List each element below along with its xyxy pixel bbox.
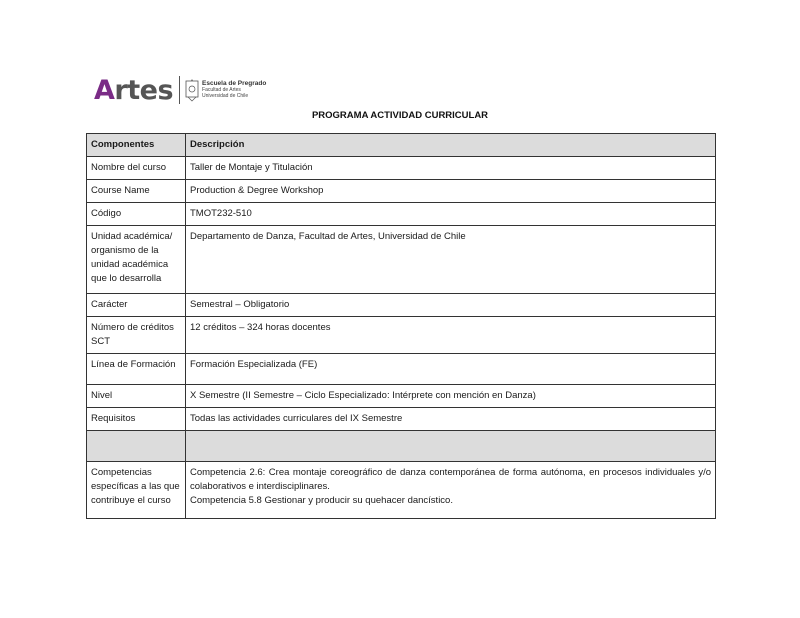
row-value: Formación Especializada (FE) (186, 354, 716, 385)
university-seal-icon (185, 78, 199, 102)
table-row (87, 157, 716, 180)
row-label: Nivel (87, 385, 186, 408)
logo-wordmark: Artes (94, 74, 174, 106)
spacer-cell (186, 431, 716, 462)
table-row (87, 294, 716, 317)
row-value: Semestral – Obligatorio (186, 294, 716, 317)
table-row (87, 408, 716, 431)
row-label: Carácter (87, 294, 186, 317)
row-value: Taller de Montaje y Titulación (186, 157, 716, 180)
competencia-2-6: Competencia 2.6: Crea montaje coreográfico de danza contemporánea de forma autónoma, en procesos individuales y/o colaborativos e interdisciplinares. (190, 467, 711, 492)
row-label: Nombre del curso (87, 157, 186, 180)
table-header-row (87, 134, 716, 157)
artes-logo (94, 73, 266, 107)
logo-line-3: Universidad de Chile (202, 93, 249, 100)
spacer-cell (87, 431, 186, 462)
row-value: Todas las actividades curriculares del IX Semestre (186, 408, 716, 431)
competencias-label: Competencias específicas a las que contribuye el curso (87, 462, 186, 519)
competencias-value (186, 462, 716, 519)
row-label: Unidad académica/ organismo de la unidad académica que lo desarrolla (87, 226, 186, 294)
table-spacer-row (87, 431, 716, 462)
row-value: TMOT232-510 (186, 203, 716, 226)
header-descripcion: Descripción (186, 134, 716, 157)
row-label: Número de créditos SCT (87, 317, 186, 354)
table-row (87, 354, 716, 385)
logo-line-1: Escuela de Pregrado (202, 79, 267, 87)
table-row (87, 317, 716, 354)
row-value: Production & Degree Workshop (186, 180, 716, 203)
row-label: Requisitos (87, 408, 186, 431)
table-row-competencias (87, 462, 716, 519)
row-value: Departamento de Danza, Facultad de Artes, Universidad de Chile (186, 226, 716, 294)
program-table (86, 133, 716, 519)
logo-subtitle (202, 81, 266, 100)
table-row (87, 385, 716, 408)
logo-line-2: Facultad de Artes (202, 87, 241, 94)
table-row (87, 180, 716, 203)
table-row (87, 203, 716, 226)
logo-divider (179, 76, 180, 104)
row-value: 12 créditos – 324 horas docentes (186, 317, 716, 354)
row-label: Código (87, 203, 186, 226)
row-label: Línea de Formación (87, 354, 186, 385)
row-value: X Semestre (II Semestre – Ciclo Especializado: Intérprete con mención en Danza) (186, 385, 716, 408)
competencia-5-8: Competencia 5.8 Gestionar y producir su quehacer dancístico. (190, 495, 453, 506)
table-row (87, 226, 716, 294)
row-label: Course Name (87, 180, 186, 203)
document-title: PROGRAMA ACTIVIDAD CURRICULAR (311, 110, 489, 121)
header-componentes: Componentes (87, 134, 186, 157)
